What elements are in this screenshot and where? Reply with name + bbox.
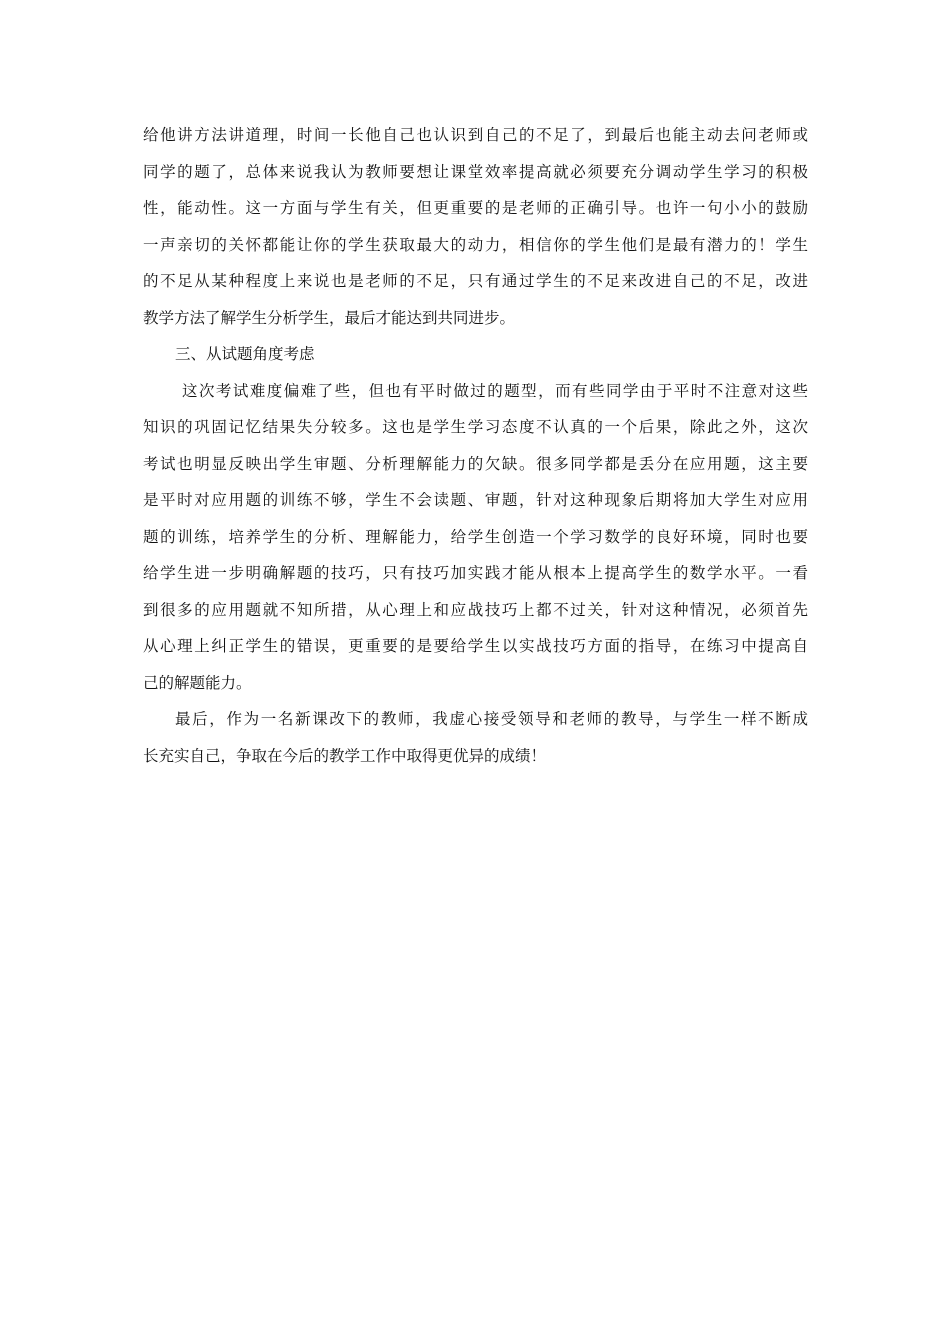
paragraph-3 [143,701,808,774]
document-body [143,117,808,774]
text-line: 长充实自己，争取在今后的教学工作中取得更优异的成绩！ [143,746,547,765]
text-line: 到很多的应用题就不知所措，从心理上和应战技巧上都不过关，针对这种情况，必须首先 [143,600,808,619]
text-line: 考试也明显反映出学生审题、分析理解能力的欠缺。很多同学都是丢分在应用题，这主要 [143,454,808,473]
text-line: 题的训练，培养学生的分析、理解能力，给学生创造一个学习数学的良好环境，同时也要 [143,527,808,546]
text-line: 从心理上纠正学生的错误，更重要的是要给学生以实战技巧方面的指导，在练习中提高自 [143,637,808,655]
text-line: 最后，作为一名新课改下的教师，我虚心接受领导和老师的教导，与学生一样不断成 [175,710,808,728]
text-line: 是平时对应用题的训练不够，学生不会读题、审题，针对这种现象后期将加大学生对应用 [143,491,808,509]
text-line: 性，能动性。这一方面与学生有关，但更重要的是老师的正确引导。也许一句小小的鼓励 [143,199,808,217]
text-line: 给学生进一步明确解题的技巧，只有技巧加实践才能从根本上提高学生的数学水平。一看 [143,564,808,582]
text-line: 教学方法了解学生分析学生，最后才能达到共同进步。 [143,308,516,327]
paragraph-1 [143,117,808,336]
text-line: 知识的巩固记忆结果失分较多。这也是学生学习态度不认真的一个后果，除此之外，这次 [143,418,808,436]
text-line: 的不足从某种程度上来说也是老师的不足，只有通过学生的不足来改进自己的不足，改进 [143,272,808,290]
text-line: 这次考试难度偏难了些，但也有平时做过的题型，而有些同学由于平时不注意对这些 [182,381,808,400]
text-line: 一声亲切的关怀都能让你的学生获取最大的动力，相信你的学生他们是最有潜力的！学生 [143,235,808,254]
text-line: 同学的题了，总体来说我认为教师要想让课堂效率提高就必须要充分调动学生学习的积极 [143,162,808,181]
section-heading: 三、从试题角度考虑 [175,345,315,363]
text-line: 给他讲方法讲道理，时间一长他自己也认识到自己的不足了，到最后也能主动去问老师或 [143,126,808,144]
paragraph-2 [143,373,808,702]
text-line: 己的解题能力。 [143,673,252,692]
